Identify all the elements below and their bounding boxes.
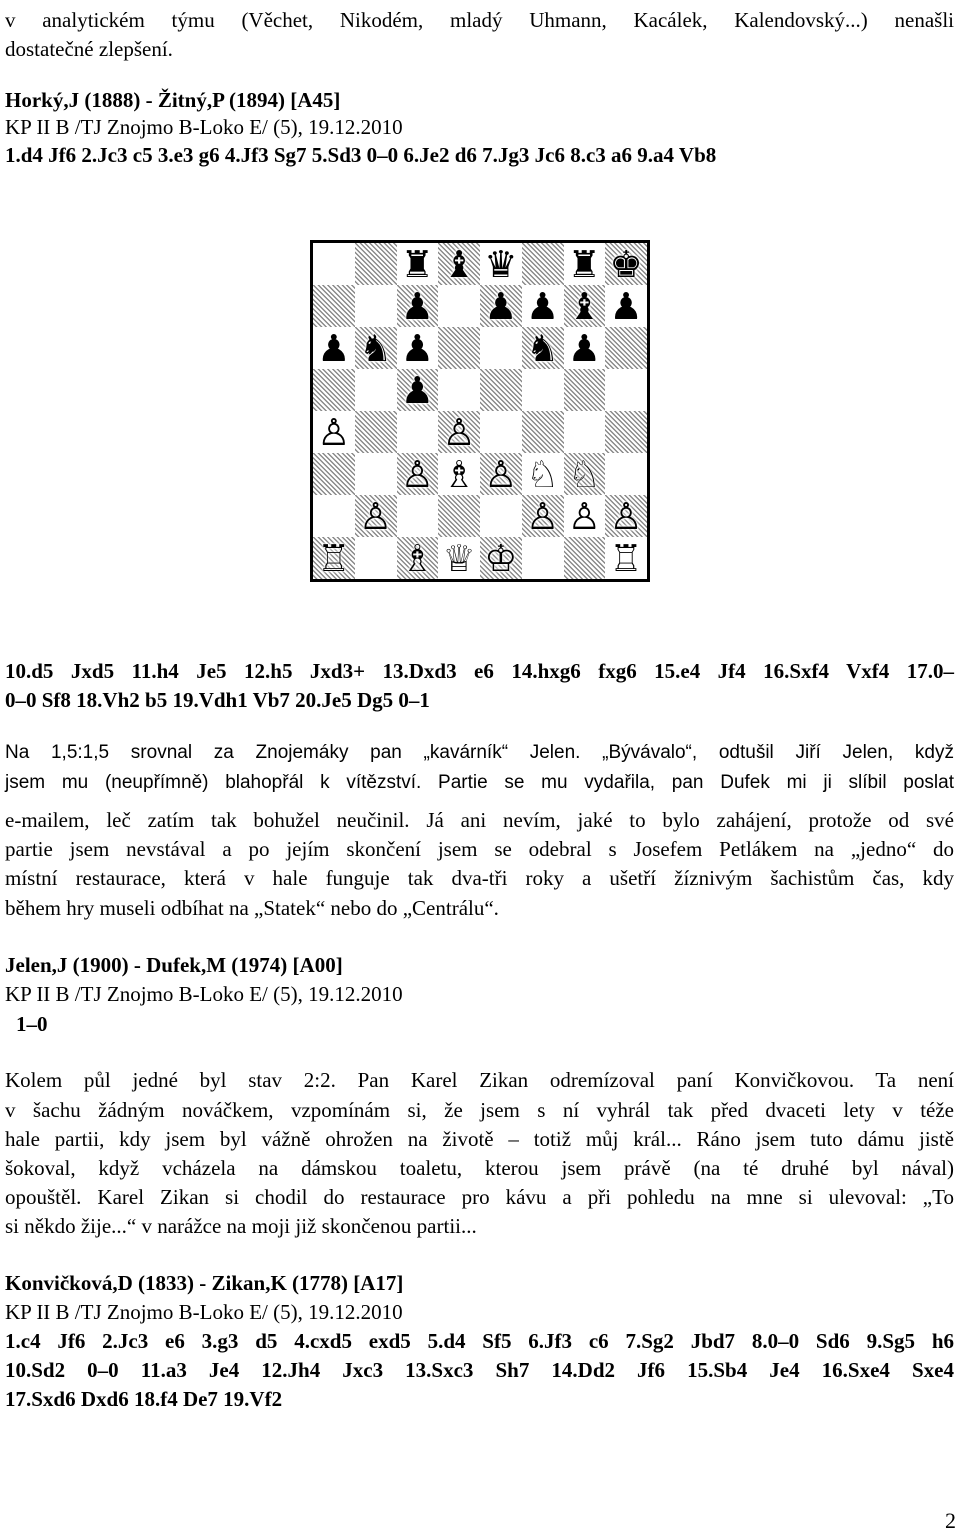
game3-moves-line-2: 10.Sd2 0–0 11.a3 Je4 12.Jh4 Jxc3 13.Sxc3 Sh7 14.Dd2 Jf6 15.Sb4 Je4 16.Sxe4 Sxe4 <box>5 1358 954 1382</box>
square-e5 <box>480 369 522 411</box>
game1-header: Horký,J (1888) - Žitný,P (1894) [A45] <box>5 88 341 112</box>
chess-piece-icon: ♟ <box>567 327 601 369</box>
chess-piece-icon: ♟ <box>526 285 560 327</box>
square-f2 <box>522 495 564 537</box>
chess-piece-icon: ♗ <box>442 453 476 495</box>
square-h3 <box>605 453 647 495</box>
square-e7 <box>480 285 522 327</box>
chess-piece-icon: ♛ <box>484 243 518 285</box>
game2-comment-line-3: hale partii, kdy jsem byl vážně ohrožen na životě – totiž můj král... Ráno jsem tuto dámu jistě <box>5 1127 954 1151</box>
square-c2 <box>397 495 439 537</box>
chess-piece-icon: ♟ <box>400 285 434 327</box>
chess-piece-icon: ♝ <box>567 285 601 327</box>
chess-piece-icon: ♔ <box>484 537 518 579</box>
chess-piece-icon: ♟ <box>484 285 518 327</box>
chess-piece-icon: ♚ <box>609 243 643 285</box>
square-d6 <box>438 327 480 369</box>
square-g2 <box>564 495 606 537</box>
game1-comment-line-6: během hry museli odbíhat na „Statek“ nebo do „Centrálu“. <box>5 896 499 920</box>
game2-event: KP II B /TJ Znojmo B-Loko E/ (5), 19.12.2010 <box>5 982 403 1006</box>
square-f3 <box>522 453 564 495</box>
square-a1 <box>313 537 355 579</box>
chess-piece-icon: ♞ <box>526 327 560 369</box>
chess-piece-icon: ♙ <box>567 495 601 537</box>
chess-piece-icon: ♝ <box>442 243 476 285</box>
chess-piece-icon: ♖ <box>609 537 643 579</box>
square-d8 <box>438 243 480 285</box>
square-c4 <box>397 411 439 453</box>
square-d7 <box>438 285 480 327</box>
square-f7 <box>522 285 564 327</box>
chess-piece-icon: ♙ <box>609 495 643 537</box>
chess-piece-icon: ♗ <box>400 537 434 579</box>
square-g7 <box>564 285 606 327</box>
game1-comment-line-2: jsem mu (neupřímně) blahopřál k vítězství. Partie se mu vydařila, pan Dufek mi ji slíbil poslat <box>5 772 954 793</box>
square-c7 <box>397 285 439 327</box>
game1-event: KP II B /TJ Znojmo B-Loko E/ (5), 19.12.2010 <box>5 115 403 139</box>
chess-piece-icon: ♟ <box>400 369 434 411</box>
square-h2 <box>605 495 647 537</box>
square-c6 <box>397 327 439 369</box>
square-c1 <box>397 537 439 579</box>
square-f1 <box>522 537 564 579</box>
square-b2 <box>355 495 397 537</box>
game3-moves-line-1: 1.c4 Jf6 2.Jc3 e6 3.g3 d5 4.cxd5 exd5 5.d4 Sf5 6.Jf3 c6 7.Sg2 Jbd7 8.0–0 Sd6 9.Sg5 h6 <box>5 1329 954 1353</box>
square-d3 <box>438 453 480 495</box>
game3-event: KP II B /TJ Znojmo B-Loko E/ (5), 19.12.2010 <box>5 1300 403 1324</box>
game2-comment-line-6: si někdo žije...“ v narážce na moji již skončenou partii... <box>5 1214 477 1238</box>
square-c5 <box>397 369 439 411</box>
square-b3 <box>355 453 397 495</box>
square-g8 <box>564 243 606 285</box>
square-a2 <box>313 495 355 537</box>
square-f5 <box>522 369 564 411</box>
chess-piece-icon: ♙ <box>484 453 518 495</box>
square-g4 <box>564 411 606 453</box>
square-h1 <box>605 537 647 579</box>
square-e1 <box>480 537 522 579</box>
game2-header: Jelen,J (1900) - Dufek,M (1974) [A00] <box>5 953 343 977</box>
square-g5 <box>564 369 606 411</box>
square-b7 <box>355 285 397 327</box>
square-a7 <box>313 285 355 327</box>
square-a6 <box>313 327 355 369</box>
chess-piece-icon: ♙ <box>317 411 351 453</box>
square-f6 <box>522 327 564 369</box>
game2-comment-line-1: Kolem půl jedné byl stav 2:2. Pan Karel Zikan odremízoval paní Konvičkovou. Ta není <box>5 1068 954 1092</box>
chess-piece-icon: ♟ <box>317 327 351 369</box>
game3-moves-line-3: 17.Sxd6 Dxd6 18.f4 De7 19.Vf2 <box>5 1387 283 1411</box>
intro-text-line-2: dostatečné zlepšení. <box>5 37 173 61</box>
game1-comment-line-3: e-mailem, leč zatím tak bohužel neučinil. Já ani nevím, jaké to bylo zahájení, protože od své <box>5 808 954 832</box>
square-e8 <box>480 243 522 285</box>
square-a3 <box>313 453 355 495</box>
square-h8 <box>605 243 647 285</box>
game2-comment-line-5: opouštěl. Karel Zikan si chodil do restaurace pro kávu a při pohledu na mne si ulevoval: „To <box>5 1185 954 1209</box>
page-number: 2 <box>945 1508 956 1533</box>
game1-moves-continued-2: 0–0 Sf8 18.Vh2 b5 19.Vdh1 Vb7 20.Je5 Dg5 0–1 <box>5 688 430 712</box>
square-a8 <box>313 243 355 285</box>
square-h5 <box>605 369 647 411</box>
chess-piece-icon: ♟ <box>400 327 434 369</box>
square-a4 <box>313 411 355 453</box>
square-d1 <box>438 537 480 579</box>
square-b6 <box>355 327 397 369</box>
game2-result: 1–0 <box>16 1012 48 1036</box>
square-f8 <box>522 243 564 285</box>
chess-piece-icon: ♞ <box>359 327 393 369</box>
chess-piece-icon: ♕ <box>442 537 476 579</box>
square-h6 <box>605 327 647 369</box>
game3-header: Konvičková,D (1833) - Zikan,K (1778) [A17] <box>5 1271 404 1295</box>
chess-piece-icon: ♙ <box>400 453 434 495</box>
square-b5 <box>355 369 397 411</box>
chess-piece-icon: ♜ <box>567 243 601 285</box>
chess-piece-icon: ♜ <box>400 243 434 285</box>
square-e3 <box>480 453 522 495</box>
square-a5 <box>313 369 355 411</box>
chess-piece-icon: ♙ <box>526 495 560 537</box>
square-e4 <box>480 411 522 453</box>
chess-piece-icon: ♟ <box>609 285 643 327</box>
chess-piece-icon: ♖ <box>317 537 351 579</box>
square-b4 <box>355 411 397 453</box>
square-b8 <box>355 243 397 285</box>
chess-piece-icon: ♙ <box>359 495 393 537</box>
chess-piece-icon: ♘ <box>526 453 560 495</box>
square-c8 <box>397 243 439 285</box>
game1-comment-line-1: Na 1,5:1,5 srovnal za Znojemáky pan „kavárník“ Jelen. „Bývávalo“, odtušil Jiří Jelen, když <box>5 742 954 763</box>
square-b1 <box>355 537 397 579</box>
square-h7 <box>605 285 647 327</box>
square-d5 <box>438 369 480 411</box>
intro-text-line-1: v analytickém týmu (Věchet, Nikodém, mladý Uhmann, Kacálek, Kalendovský...) nenašli <box>5 8 954 32</box>
chess-piece-icon: ♙ <box>442 411 476 453</box>
square-e6 <box>480 327 522 369</box>
square-g1 <box>564 537 606 579</box>
square-g3 <box>564 453 606 495</box>
square-c3 <box>397 453 439 495</box>
game1-comment-line-4: partie jsem nevstával a po jejím skončení jsem se odebral s Josefem Petlákem na „jedno“ do <box>5 837 954 861</box>
game2-comment-line-4: šokoval, když vcházela na dámskou toaletu, kterou jsem právě (na té druhé byl nával) <box>5 1156 954 1180</box>
square-d2 <box>438 495 480 537</box>
chess-diagram <box>310 240 650 582</box>
square-h4 <box>605 411 647 453</box>
game1-comment-line-5: místní restaurace, která v hale funguje tak dva-tři roky a ušetří žíznivým šachistům čas, kdy <box>5 866 954 890</box>
game1-opening-moves: 1.d4 Jf6 2.Jc3 c5 3.e3 g6 4.Jf3 Sg7 5.Sd3 0–0 6.Je2 d6 7.Jg3 Jc6 8.c3 a6 9.a4 Vb8 <box>5 143 717 167</box>
square-g6 <box>564 327 606 369</box>
square-f4 <box>522 411 564 453</box>
game2-comment-line-2: v šachu žádným nováčkem, vzpomínám si, že jsem s ní vyhrál tak před dvaceti lety v téže <box>5 1098 954 1122</box>
square-d4 <box>438 411 480 453</box>
square-e2 <box>480 495 522 537</box>
game1-moves-continued-1: 10.d5 Jxd5 11.h4 Je5 12.h5 Jxd3+ 13.Dxd3 e6 14.hxg6 fxg6 15.e4 Jf4 16.Sxf4 Vxf4 17.0– <box>5 659 954 683</box>
chess-piece-icon: ♘ <box>567 453 601 495</box>
